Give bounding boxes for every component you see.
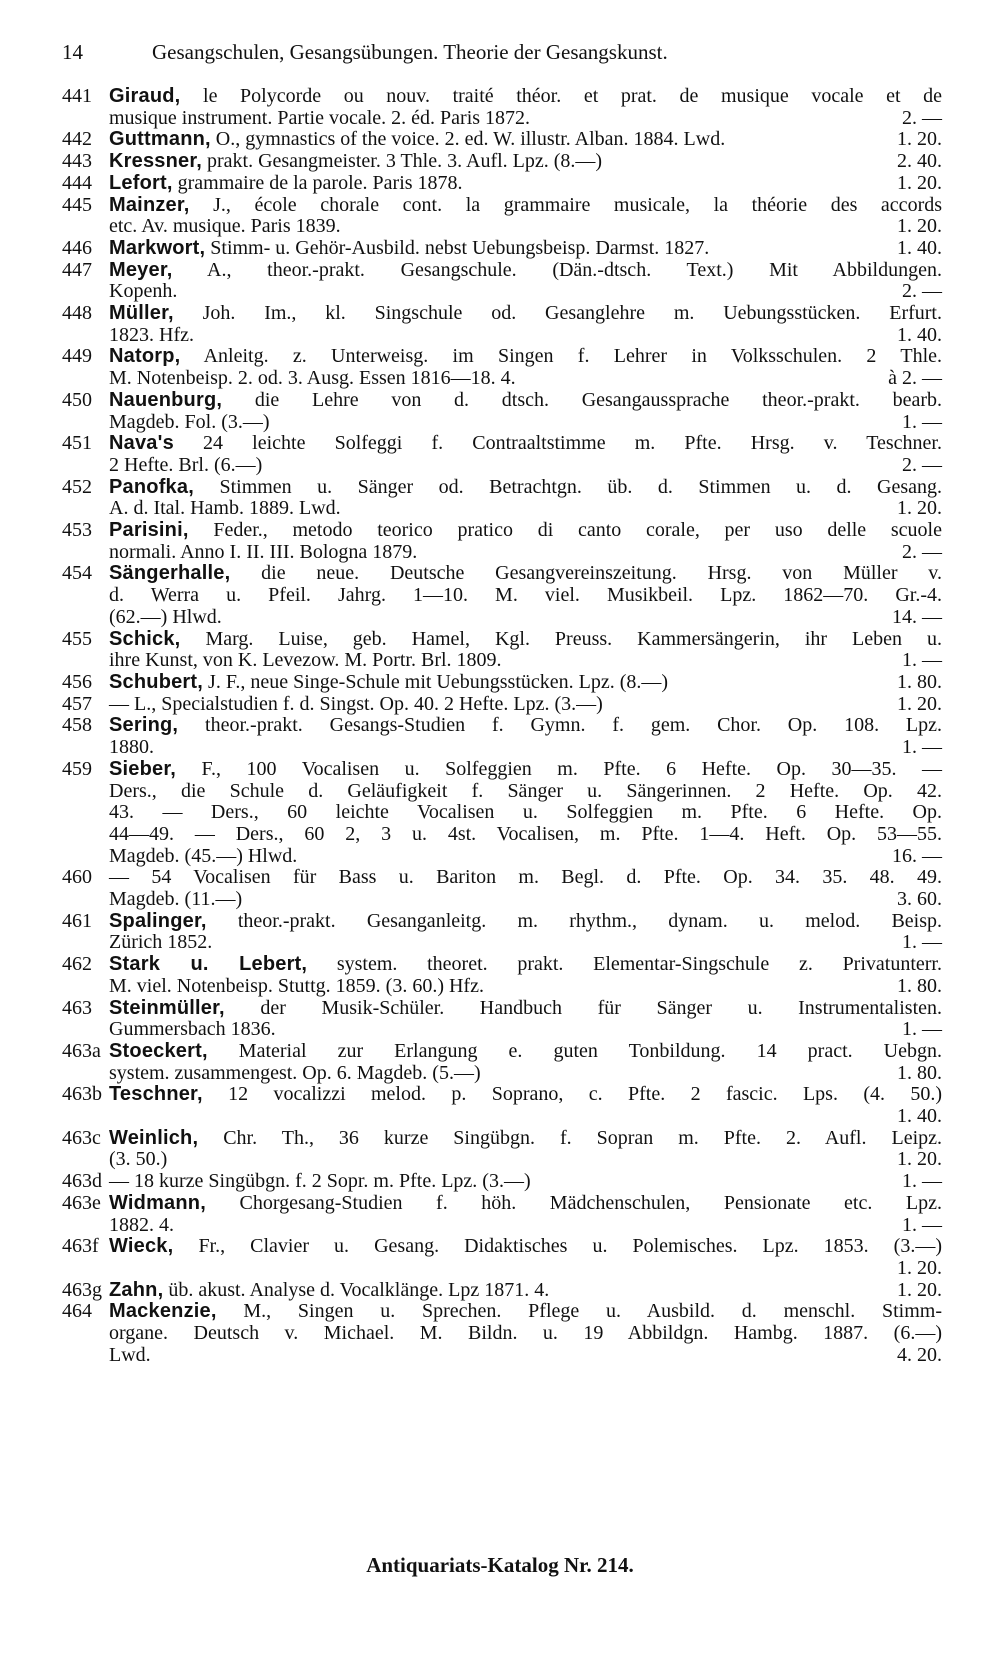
entry-text: — 54 Vocalisen für Bass u. Bariton m. Begl. d. Pfte. Op. 34. 35. 48. 49. bbox=[109, 866, 942, 889]
entry-line bbox=[109, 433, 942, 455]
page-header bbox=[62, 40, 932, 70]
entry-text: Gummersbach 1836. bbox=[109, 1018, 276, 1041]
entry-number: 463d bbox=[62, 1170, 102, 1193]
author-name: Meyer, bbox=[109, 258, 173, 281]
entry-line bbox=[109, 1019, 942, 1041]
entry-body bbox=[109, 477, 942, 520]
entry-text: J., école chorale cont. la grammaire musicale, la théorie des accords bbox=[213, 193, 943, 216]
entry-body bbox=[109, 260, 942, 303]
author-name: Stoeckert, bbox=[109, 1039, 208, 1062]
entry-text: Fr., Clavier u. Gesang. Didaktisches u. Polemisches. Lpz. 1853. (3.—) bbox=[198, 1235, 943, 1258]
entry-text: — L., Specialstudien f. d. Singst. Op. 40. 2 Hefte. Lpz. (3.—) bbox=[109, 692, 603, 715]
catalog-entry bbox=[62, 867, 942, 910]
entry-text: 1823. Hfz. bbox=[109, 323, 194, 346]
entry-text: M. viel. Notenbeisp. Stuttg. 1859. (3. 60.) Hfz. bbox=[109, 974, 484, 997]
catalog-entry bbox=[62, 563, 942, 628]
entry-line bbox=[109, 563, 942, 585]
entry-price: 1. 20. bbox=[897, 1256, 942, 1279]
author-name: Nauenburg, bbox=[109, 388, 223, 411]
entry-line bbox=[109, 542, 942, 564]
catalog-entry bbox=[62, 173, 942, 195]
entry-price: 1. 80. bbox=[897, 670, 942, 693]
entry-line bbox=[109, 281, 942, 303]
entry-number: 453 bbox=[62, 519, 92, 542]
entry-text: Chr. Th., 36 kurze Singübgn. f. Sopran m. Pfte. 2. Aufl. Leipz. bbox=[223, 1126, 942, 1149]
entry-price: 1. — bbox=[902, 1213, 942, 1236]
author-name: Wieck, bbox=[109, 1235, 174, 1258]
entry-text: Feder., metodo teorico pratico di canto corale, per uso delle scuole bbox=[213, 519, 942, 542]
entry-line bbox=[109, 1063, 942, 1085]
entry-line bbox=[109, 824, 942, 846]
entry-line bbox=[109, 498, 942, 520]
entry-number: 461 bbox=[62, 909, 92, 932]
entry-text: grammaire de la parole. Paris 1878. bbox=[177, 171, 463, 194]
entry-number: 458 bbox=[62, 714, 92, 737]
entry-price: 16. — bbox=[892, 844, 942, 867]
author-name: Kressner, bbox=[109, 150, 202, 173]
entry-line bbox=[109, 1171, 942, 1193]
entry-text: O., gymnastics of the voice. 2. ed. W. illustr. Alban. 1884. Lwd. bbox=[215, 128, 726, 151]
entry-text: Material zur Erlangung e. guten Tonbildung. 14 pract. Uebgn. bbox=[238, 1039, 943, 1062]
entry-line bbox=[109, 1345, 942, 1367]
entry-line bbox=[109, 1041, 942, 1063]
entry-text: theor.-prakt. Gesanganleitg. m. rhythm., dynam. u. melod. Beisp. bbox=[237, 909, 942, 932]
entry-number: 442 bbox=[62, 128, 92, 151]
entry-line bbox=[109, 1149, 942, 1171]
entry-text: 2 Hefte. Brl. (6.—) bbox=[109, 453, 263, 476]
entry-text: Magdeb. (11.—) bbox=[109, 888, 243, 911]
entry-line bbox=[109, 1193, 942, 1215]
catalog-entry bbox=[62, 1236, 942, 1279]
entry-line bbox=[109, 129, 942, 151]
entry-price: 1. 40. bbox=[897, 323, 942, 346]
entry-number: 441 bbox=[62, 85, 92, 107]
catalog-entries bbox=[62, 86, 942, 1366]
entry-price: 1. 20. bbox=[897, 215, 942, 238]
entry-body bbox=[109, 151, 942, 173]
author-name: Schick, bbox=[109, 627, 181, 650]
entry-line bbox=[109, 998, 942, 1020]
entry-text: Kopenh. bbox=[109, 280, 178, 303]
entry-body bbox=[109, 694, 942, 716]
entry-body bbox=[109, 954, 942, 997]
entry-line bbox=[109, 346, 942, 368]
entry-line bbox=[109, 195, 942, 217]
entry-line bbox=[109, 1236, 942, 1258]
entry-line bbox=[109, 520, 942, 542]
entry-price: 1. 20. bbox=[897, 1148, 942, 1171]
entry-number: 452 bbox=[62, 475, 92, 498]
entry-text: Magdeb. Fol. (3.—) bbox=[109, 410, 270, 433]
catalog-entry bbox=[62, 477, 942, 520]
entry-price: 2. — bbox=[902, 280, 942, 303]
entry-text: A. d. Ital. Hamb. 1889. Lwd. bbox=[109, 497, 341, 520]
entry-price: 2. — bbox=[902, 453, 942, 476]
entry-number: 463c bbox=[62, 1126, 101, 1149]
entry-line bbox=[109, 455, 942, 477]
author-name: Sängerhalle, bbox=[109, 562, 231, 585]
entry-text: Stimmen u. Sänger od. Betrachtgn. üb. d. Stimmen u. d. Gesang. bbox=[219, 475, 942, 498]
entry-text: Magdeb. (45.—) Hlwd. bbox=[109, 844, 298, 867]
entry-body bbox=[109, 1171, 942, 1193]
entry-text: musique instrument. Partie vocale. 2. éd. Paris 1872. bbox=[109, 106, 531, 129]
entry-number: 464 bbox=[62, 1300, 92, 1323]
entry-number: 463f bbox=[62, 1235, 99, 1258]
catalog-entry bbox=[62, 346, 942, 389]
entry-price: 3. 60. bbox=[897, 888, 942, 911]
entry-body bbox=[109, 520, 942, 563]
entry-line bbox=[109, 694, 942, 716]
entry-text: Zürich 1852. bbox=[109, 931, 213, 954]
entry-text: 1882. 4. bbox=[109, 1213, 174, 1236]
author-name: Weinlich, bbox=[109, 1126, 199, 1149]
catalog-entry bbox=[62, 954, 942, 997]
author-name: Lefort, bbox=[109, 171, 173, 194]
entry-line bbox=[109, 1258, 942, 1280]
catalog-entry bbox=[62, 1301, 942, 1366]
entry-number: 460 bbox=[62, 866, 92, 889]
entry-line bbox=[109, 108, 942, 130]
entry-body bbox=[109, 1193, 942, 1236]
entry-number: 447 bbox=[62, 258, 92, 281]
entry-text: d. Werra u. Pfeil. Jahrg. 1—10. M. viel. Musikbeil. Lpz. 1862—70. Gr.-4. bbox=[109, 584, 942, 607]
catalog-entry bbox=[62, 151, 942, 173]
entry-body bbox=[109, 867, 942, 910]
entry-number: 450 bbox=[62, 388, 92, 411]
entry-text: (62.—) Hlwd. bbox=[109, 605, 222, 628]
author-name: Mainzer, bbox=[109, 193, 190, 216]
entry-line bbox=[109, 412, 942, 434]
catalog-entry bbox=[62, 1171, 942, 1193]
catalog-entry bbox=[62, 672, 942, 694]
entry-line bbox=[109, 86, 942, 108]
catalog-entry bbox=[62, 694, 942, 716]
entry-body bbox=[109, 86, 942, 129]
entry-price: à 2. — bbox=[888, 367, 942, 390]
entry-text: 43. — Ders., 60 leichte Vocalisen u. Solfeggien m. Pfte. 6 Hefte. Op. bbox=[109, 801, 942, 824]
catalog-entry bbox=[62, 520, 942, 563]
entry-text: 44—49. — Ders., 60 2, 3 u. 4st. Vocalisen, m. Pfte. 1—4. Heft. Op. 53—55. bbox=[109, 822, 942, 845]
entry-text: Chorgesang-Studien f. höh. Mädchenschulen, Pensionate etc. Lpz. bbox=[239, 1191, 943, 1214]
entry-number: 446 bbox=[62, 236, 92, 259]
entry-price: 1. 20. bbox=[897, 1278, 942, 1301]
author-name: Panofka, bbox=[109, 475, 194, 498]
entry-line bbox=[109, 954, 942, 976]
entry-text: die Lehre von d. dtsch. Gesangaussprache theor.-prakt. bearb. bbox=[254, 388, 943, 411]
catalog-entry bbox=[62, 715, 942, 758]
entry-line bbox=[109, 238, 942, 260]
entry-text: theor.-prakt. Gesangs-Studien f. Gymn. f. gem. Chor. Op. 108. Lpz. bbox=[205, 714, 943, 737]
entry-line bbox=[109, 976, 942, 998]
entry-line bbox=[109, 390, 942, 412]
entry-number: 463 bbox=[62, 996, 92, 1019]
author-name: Spalinger, bbox=[109, 909, 207, 932]
entry-line bbox=[109, 1106, 942, 1128]
entry-number: 451 bbox=[62, 432, 92, 455]
catalog-entry bbox=[62, 759, 942, 868]
entry-line bbox=[109, 1323, 942, 1345]
entry-text: Stimm- u. Gehör-Ausbild. nebst Uebungsbeisp. Darmst. 1827. bbox=[210, 236, 710, 259]
entry-price: 1. — bbox=[902, 410, 942, 433]
entry-number: 459 bbox=[62, 757, 92, 780]
author-name: Steinmüller, bbox=[109, 996, 225, 1019]
entry-text: system. zusammengest. Op. 6. Magdeb. (5.—) bbox=[109, 1061, 481, 1084]
author-name: Widmann, bbox=[109, 1191, 206, 1214]
entry-text: 12 vocalizzi melod. p. Soprano, c. Pfte. 2 fascic. Lps. (4. 50.) bbox=[228, 1083, 943, 1106]
entry-body bbox=[109, 672, 942, 694]
entry-number: 456 bbox=[62, 670, 92, 693]
catalog-entry bbox=[62, 195, 942, 238]
entry-text: organe. Deutsch v. Michael. M. Bildn. u. 19 Abbildgn. Hambg. 1887. (6.—) bbox=[109, 1322, 942, 1345]
entry-line bbox=[109, 260, 942, 282]
entry-body bbox=[109, 1280, 942, 1302]
entry-line bbox=[109, 216, 942, 238]
entry-line bbox=[109, 650, 942, 672]
catalog-entry bbox=[62, 390, 942, 433]
entry-line bbox=[109, 932, 942, 954]
author-name: Parisini, bbox=[109, 519, 189, 542]
entry-line bbox=[109, 759, 942, 781]
entry-line bbox=[109, 173, 942, 195]
entry-line bbox=[109, 1128, 942, 1150]
entry-price: 1. 20. bbox=[897, 128, 942, 151]
entry-price: 1. 20. bbox=[897, 171, 942, 194]
running-title: Gesangschulen, Gesangsübungen. Theorie der Gesangskunst. bbox=[152, 40, 668, 64]
entry-price: 1. 40. bbox=[897, 236, 942, 259]
entry-line bbox=[109, 1280, 942, 1302]
catalog-footer: Antiquariats-Katalog Nr. 214. bbox=[366, 1553, 634, 1577]
entry-number: 462 bbox=[62, 953, 92, 976]
entry-text: 1880. bbox=[109, 736, 154, 759]
entry-body bbox=[109, 303, 942, 346]
author-name: Markwort, bbox=[109, 236, 206, 259]
entry-number: 454 bbox=[62, 562, 92, 585]
entry-text: prakt. Gesangmeister. 3 Thle. 3. Aufl. Lpz. (8.—) bbox=[206, 150, 603, 173]
entry-body bbox=[109, 173, 942, 195]
entry-number: 455 bbox=[62, 627, 92, 650]
entry-body bbox=[109, 759, 942, 868]
catalog-entry bbox=[62, 129, 942, 151]
entry-number: 463e bbox=[62, 1191, 101, 1214]
entry-line bbox=[109, 802, 942, 824]
entry-line bbox=[109, 846, 942, 868]
entry-number: 445 bbox=[62, 193, 92, 216]
entry-text: (3. 50.) bbox=[109, 1148, 168, 1171]
entry-body bbox=[109, 1301, 942, 1366]
author-name: Sieber, bbox=[109, 757, 176, 780]
entry-text: ihre Kunst, von K. Levezow. M. Portr. Brl. 1809. bbox=[109, 649, 502, 672]
entry-line bbox=[109, 672, 942, 694]
catalog-entry bbox=[62, 238, 942, 260]
entry-line bbox=[109, 629, 942, 651]
entry-text: die neue. Deutsche Gesangvereinszeitung. Hrsg. von Müller v. bbox=[261, 562, 942, 585]
entry-price: 1. — bbox=[902, 1170, 942, 1193]
entry-text: F., 100 Vocalisen u. Solfeggien m. Pfte. 6 Hefte. Op. 30—35. — bbox=[201, 757, 942, 780]
entry-number: 443 bbox=[62, 150, 92, 173]
author-name: Stark u. Lebert, bbox=[109, 953, 308, 976]
entry-text: A., theor.-prakt. Gesangschule. (Dän.-dtsch. Text.) Mit Abbildungen. bbox=[207, 258, 942, 281]
entry-body bbox=[109, 1128, 942, 1171]
entry-line bbox=[109, 1215, 942, 1237]
catalog-entry bbox=[62, 1084, 942, 1127]
entry-body bbox=[109, 195, 942, 238]
entry-body bbox=[109, 1084, 942, 1127]
entry-text: system. theoret. prakt. Elementar-Singschule z. Privatunterr. bbox=[336, 953, 942, 976]
entry-price: 2. 40. bbox=[897, 150, 942, 173]
author-name: Natorp, bbox=[109, 345, 181, 368]
catalog-entry bbox=[62, 911, 942, 954]
entry-body bbox=[109, 1236, 942, 1279]
entry-price: 1. 20. bbox=[897, 692, 942, 715]
entry-line bbox=[109, 368, 942, 390]
entry-text: 24 leichte Solfeggi f. Contraaltstimme m. Pfte. Hrsg. v. Teschner. bbox=[203, 432, 942, 455]
entry-price: 2. — bbox=[902, 106, 942, 129]
entry-body bbox=[109, 629, 942, 672]
entry-line bbox=[109, 585, 942, 607]
entry-line bbox=[109, 151, 942, 173]
entry-line bbox=[109, 889, 942, 911]
entry-body bbox=[109, 390, 942, 433]
author-name: Guttmann, bbox=[109, 128, 211, 151]
entry-price: 1. 20. bbox=[897, 497, 942, 520]
entry-line bbox=[109, 867, 942, 889]
entry-price: 14. — bbox=[892, 605, 942, 628]
entry-number: 457 bbox=[62, 692, 92, 715]
entry-text: M. Notenbeisp. 2. od. 3. Ausg. Essen 1816—18. 4. bbox=[109, 367, 516, 390]
entry-line bbox=[109, 325, 942, 347]
catalog-entry bbox=[62, 303, 942, 346]
entry-text: — 18 kurze Singübgn. f. 2 Sopr. m. Pfte. Lpz. (3.—) bbox=[109, 1170, 531, 1193]
entry-text: Marg. Luise, geb. Hamel, Kgl. Preuss. Kammersängerin, ihr Leben u. bbox=[205, 627, 943, 650]
entry-price: 2. — bbox=[902, 540, 942, 563]
author-name: Nava's bbox=[109, 432, 174, 455]
author-name: Mackenzie, bbox=[109, 1300, 217, 1323]
entry-line bbox=[109, 477, 942, 499]
entry-price: 1. — bbox=[902, 931, 942, 954]
entry-text: J. F., neue Singe-Schule mit Uebungsstücken. Lpz. (8.—) bbox=[208, 670, 669, 693]
entry-price: 1. — bbox=[902, 1018, 942, 1041]
author-name: Teschner, bbox=[109, 1083, 203, 1106]
entry-line bbox=[109, 715, 942, 737]
entry-text: normali. Anno I. II. III. Bologna 1879. bbox=[109, 540, 418, 563]
catalog-entry bbox=[62, 629, 942, 672]
entry-text: der Musik-Schüler. Handbuch für Sänger u. Instrumentalisten. bbox=[260, 996, 942, 1019]
author-name: Sering, bbox=[109, 714, 179, 737]
entry-number: 448 bbox=[62, 302, 92, 325]
entry-text: Ders., die Schule d. Geläufigkeit f. Sänger u. Sängerinnen. 2 Hefte. Op. 42. bbox=[109, 779, 942, 802]
catalog-entry bbox=[62, 1041, 942, 1084]
entry-price: 4. 20. bbox=[897, 1343, 942, 1366]
catalog-entry bbox=[62, 1193, 942, 1236]
entry-line bbox=[109, 303, 942, 325]
catalog-entry bbox=[62, 86, 942, 129]
entry-number: 463a bbox=[62, 1039, 101, 1062]
entry-body bbox=[109, 129, 942, 151]
entry-body bbox=[109, 911, 942, 954]
entry-number: 463b bbox=[62, 1083, 102, 1106]
entry-price: 1. — bbox=[902, 736, 942, 759]
page-number: 14 bbox=[62, 40, 83, 64]
entry-number: 449 bbox=[62, 345, 92, 368]
catalog-entry bbox=[62, 998, 942, 1041]
entry-line bbox=[109, 1301, 942, 1323]
entry-line bbox=[109, 607, 942, 629]
entry-line bbox=[109, 781, 942, 803]
entry-text: Lwd. bbox=[109, 1343, 151, 1366]
entry-body bbox=[109, 998, 942, 1041]
catalog-entry bbox=[62, 1280, 942, 1302]
entry-text: üb. akust. Analyse d. Vocalklänge. Lpz 1871. 4. bbox=[168, 1278, 550, 1301]
entry-text: M., Singen u. Sprechen. Pflege u. Ausbild. d. menschl. Stimm- bbox=[243, 1300, 942, 1323]
entry-text: Anleitg. z. Unterweisg. im Singen f. Lehrer in Volksschulen. 2 Thle. bbox=[203, 345, 943, 368]
entry-body bbox=[109, 433, 942, 476]
entry-body bbox=[109, 346, 942, 389]
entry-line bbox=[109, 911, 942, 933]
author-name: Zahn, bbox=[109, 1278, 164, 1301]
entry-price: 1. 80. bbox=[897, 1061, 942, 1084]
entry-body bbox=[109, 563, 942, 628]
entry-text: Joh. Im., kl. Singschule od. Gesanglehre m. Uebungsstücken. Erfurt. bbox=[202, 302, 942, 325]
entry-body bbox=[109, 715, 942, 758]
entry-number: 444 bbox=[62, 171, 92, 194]
entry-text: etc. Av. musique. Paris 1839. bbox=[109, 215, 341, 238]
entry-price: 1. 80. bbox=[897, 974, 942, 997]
entry-line bbox=[109, 1084, 942, 1106]
catalog-entry bbox=[62, 260, 942, 303]
author-name: Müller, bbox=[109, 302, 174, 325]
entry-body bbox=[109, 238, 942, 260]
author-name: Giraud, bbox=[109, 85, 181, 107]
author-name: Schubert, bbox=[109, 670, 204, 693]
entry-number: 463g bbox=[62, 1278, 102, 1301]
entry-body bbox=[109, 1041, 942, 1084]
catalog-entry bbox=[62, 433, 942, 476]
entry-price: 1. 40. bbox=[897, 1105, 942, 1128]
entry-text: le Polycorde ou nouv. traité théor. et prat. de musique vocale et de bbox=[203, 85, 943, 107]
entry-price: 1. — bbox=[902, 649, 942, 672]
catalog-entry bbox=[62, 1128, 942, 1171]
entry-line bbox=[109, 737, 942, 759]
